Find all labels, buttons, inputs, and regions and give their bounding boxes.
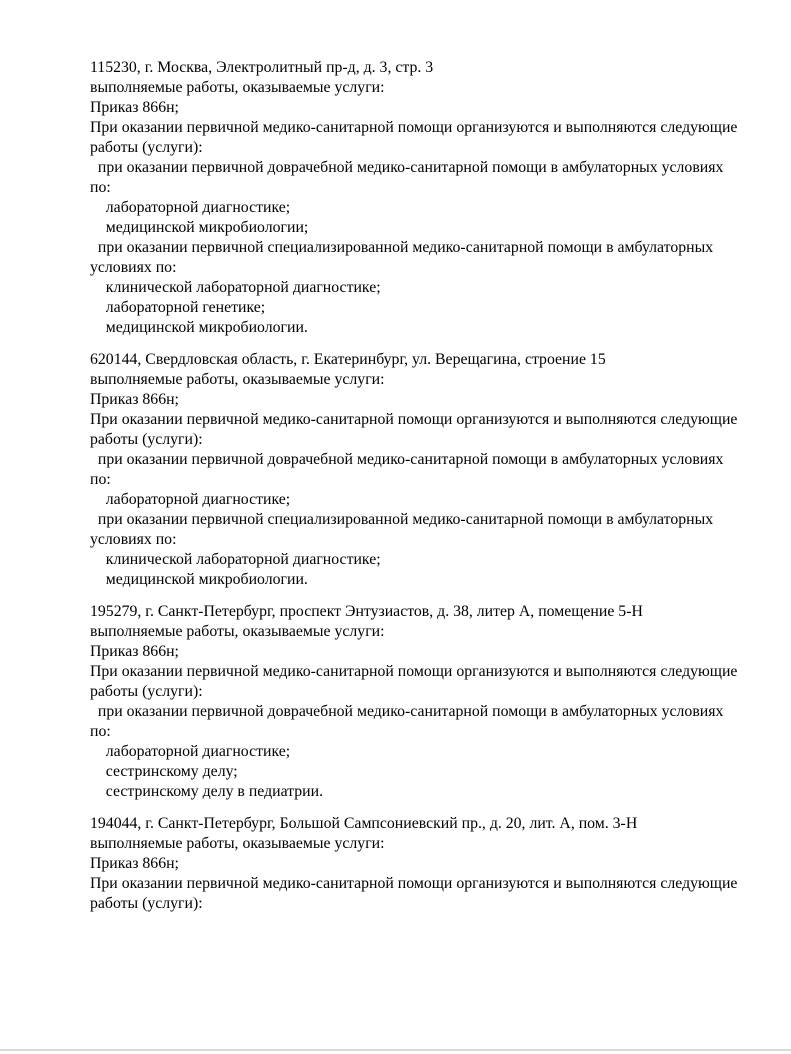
document-line: работы (услуги): [90, 431, 203, 448]
document-line: выполняемые работы, оказываемые услуги: [90, 371, 385, 388]
document-line: работы (услуги): [90, 895, 203, 912]
document-line: лабораторной диагностике; [90, 199, 291, 216]
address-line: 620144, Свердловская область, г. Екатеринбург, ул. Верещагина, строение 15 [90, 351, 606, 368]
document-line: лабораторной диагностике; [90, 743, 291, 760]
document-line: Приказ 866н; [90, 99, 179, 116]
document-line: выполняемые работы, оказываемые услуги: [90, 835, 385, 852]
document-line: выполняемые работы, оказываемые услуги: [90, 79, 385, 96]
license-address-block [90, 350, 791, 590]
document-line: по: [90, 723, 111, 740]
document-line: медицинской микробиологии; [90, 219, 309, 236]
address-line: 115230, г. Москва, Электролитный пр-д, д. 3, стр. 3 [90, 59, 434, 76]
document-line: клинической лабораторной диагностике; [90, 279, 381, 296]
address-line: 194044, г. Санкт-Петербург, Большой Сампсониевский пр., д. 20, лит. А, пом. 3-Н [90, 815, 638, 832]
document-line: медицинской микробиологии. [90, 571, 308, 588]
document-line: При оказании первичной медико-санитарной помощи организуются и выполняются следующие [90, 411, 738, 428]
document-line: лабораторной диагностике; [90, 491, 291, 508]
document-line: Приказ 866н; [90, 643, 179, 660]
document-line: выполняемые работы, оказываемые услуги: [90, 623, 385, 640]
document-line: работы (услуги): [90, 139, 203, 156]
document-line: клинической лабораторной диагностике; [90, 551, 381, 568]
document-line: При оказании первичной медико-санитарной помощи организуются и выполняются следующие [90, 875, 738, 892]
document-line: при оказании первичной специализированной медико-санитарной помощи в амбулаторных [90, 511, 714, 528]
document-line: Приказ 866н; [90, 391, 179, 408]
document-line: по: [90, 179, 111, 196]
license-address-block [90, 602, 791, 802]
document-line: лабораторной генетике; [90, 299, 266, 316]
document-line: сестринскому делу в педиатрии. [90, 783, 324, 800]
license-address-block [90, 58, 791, 338]
document-line: Приказ 866н; [90, 855, 179, 872]
document-line: При оказании первичной медико-санитарной помощи организуются и выполняются следующие [90, 119, 738, 136]
document-line: по: [90, 471, 111, 488]
document-line: работы (услуги): [90, 683, 203, 700]
document-line: при оказании первичной доврачебной медико-санитарной помощи в амбулаторных условиях [90, 703, 724, 720]
document-line: условиях по: [90, 259, 177, 276]
document-line: условиях по: [90, 531, 177, 548]
document-line: при оказании первичной доврачебной медико-санитарной помощи в амбулаторных условиях [90, 451, 724, 468]
license-address-block [90, 814, 791, 914]
page-bottom-divider [0, 1049, 791, 1051]
document-line: медицинской микробиологии. [90, 319, 308, 336]
document-line: при оказании первичной доврачебной медико-санитарной помощи в амбулаторных условиях [90, 159, 724, 176]
address-line: 195279, г. Санкт-Петербург, проспект Энтузиастов, д. 38, литер А, помещение 5-Н [90, 603, 643, 620]
document-line: сестринскому делу; [90, 763, 238, 780]
document-line: при оказании первичной специализированной медико-санитарной помощи в амбулаторных [90, 239, 714, 256]
document-line: При оказании первичной медико-санитарной помощи организуются и выполняются следующие [90, 663, 738, 680]
